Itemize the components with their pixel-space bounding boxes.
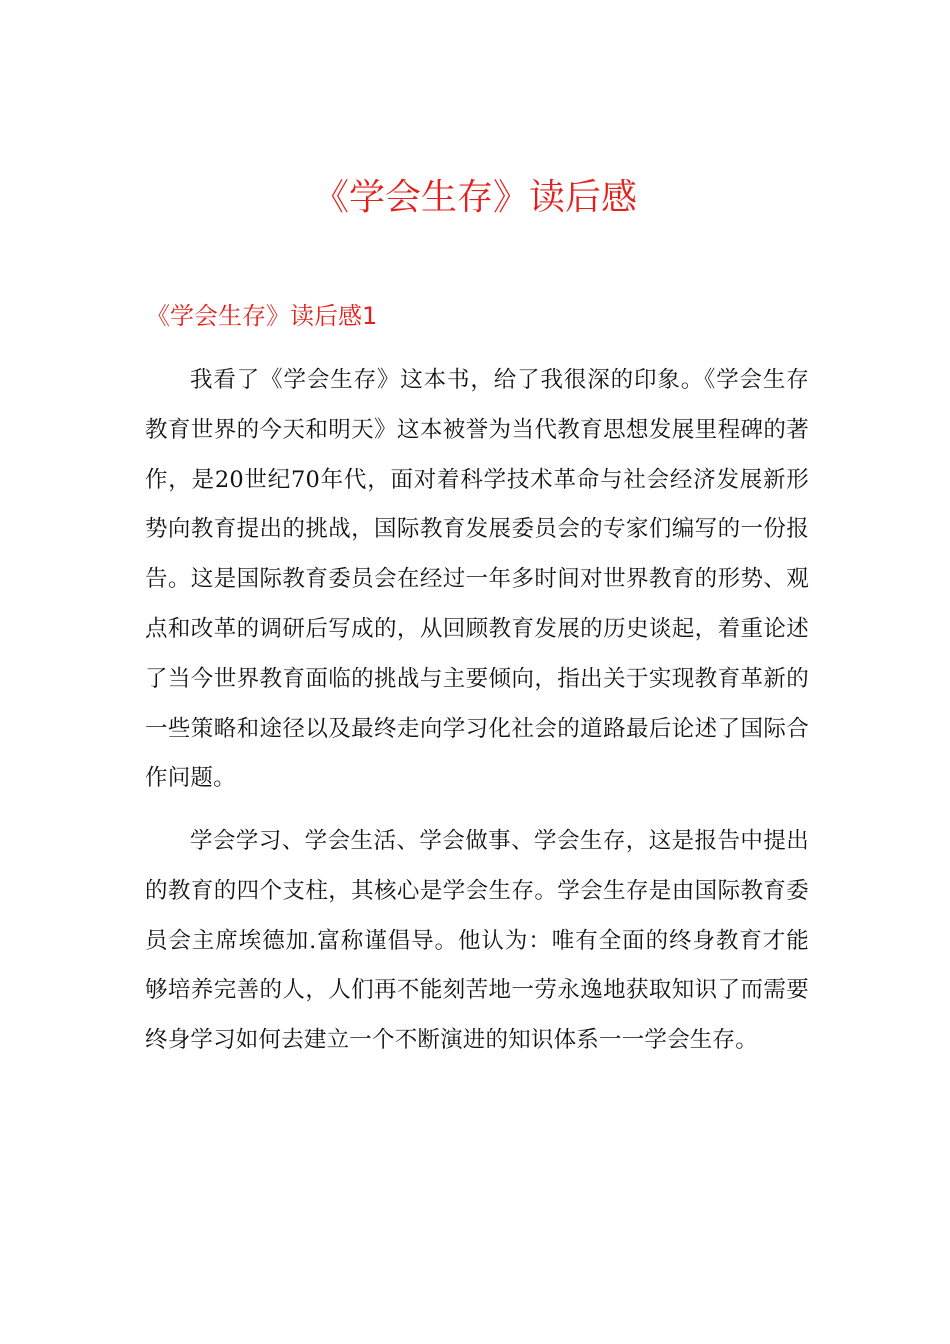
document-title: 《学会生存》读后感 — [312, 177, 637, 218]
body-paragraph-2: 学会学习、学会生活、学会做事、学会生存，这是报告中提出的教育的四个支柱，其核心是学会生存。学会生存是由国际教育委员会主席埃德加.富称谨倡导。他认为：唯有全面的终身教育才能够培养完善的人，人们再不能刻苦地一劳永逸地获取知识了而需要终身学习如何去建立一个不断演进的知识体系一一学会生存。 — [145, 828, 809, 1054]
body-paragraph-1: 我看了《学会生存》这本书，给了我很深的印象。《学会生存教育世界的今天和明天》这本被誉为当代教育思想发展里程碑的著作，是20世纪70年代，面对着科学技术革命与社会经济发展新形势向教育提出的挑战，国际教育发展委员会的专家们编写的一份报告。这是国际教育委员会在经过一年多时间对世界教育的形势、观点和改革的调研后写成的，从回顾教育发展的历史谈起，着重论述了当今世界教育面临的挑战与主要倾向，指出关于实现教育革新的一些策略和途径以及最终走向学习化社会的道路最后论述了国际合作问题。 — [145, 367, 809, 792]
section-heading: 《学会生存》读后感1 — [146, 302, 378, 330]
